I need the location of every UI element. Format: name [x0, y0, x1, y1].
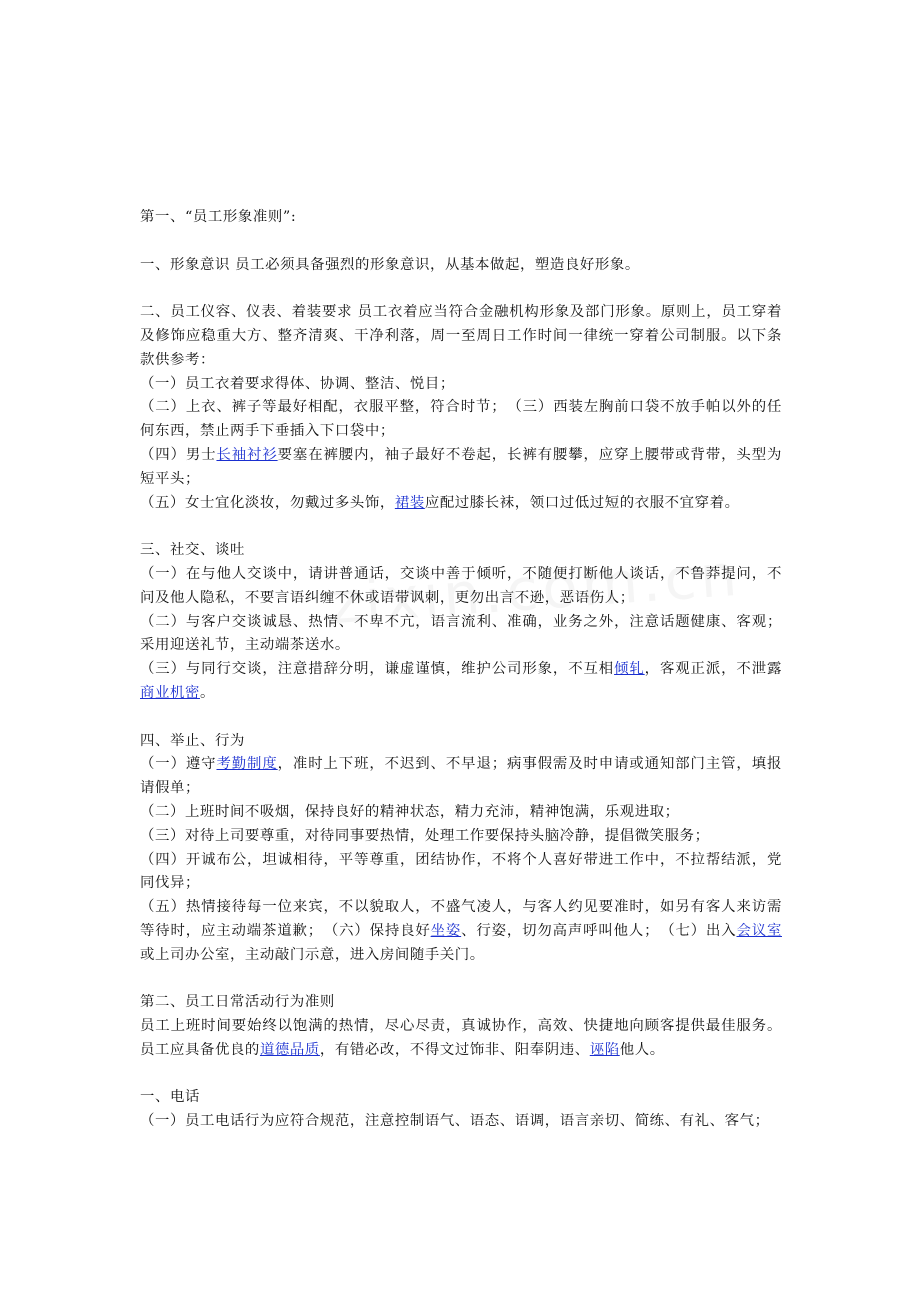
text: （一）遵守	[140, 756, 217, 773]
link-meeting-room[interactable]: 会议室	[736, 922, 782, 939]
s1-social-item-2: （二）与客户交谈诚恳、热情、不卑不亢，语言流利、准确，业务之外，注意话题健康、客观；采用迎送礼节，主动端茶送水。	[140, 613, 782, 654]
s1-conduct-item-1	[140, 753, 782, 801]
text: 。	[199, 684, 215, 701]
section-1-title: 第一、“员工形象准则”:	[140, 209, 297, 225]
s2-phone-title: 一、电话	[140, 1089, 200, 1106]
text: （四）男士	[140, 446, 217, 463]
link-skirt[interactable]: 裙装	[394, 494, 425, 511]
text: ，准时上下班，不迟到、不早退；病事假需及时申请或通知部门主管，填报请假单；	[140, 756, 782, 797]
s1-social-item-1: （一）在与他人交谈中，请讲普通话，交谈中善于倾听，不随便打断他人谈话，不鲁莽提问，不问及他人隐私，不要言语纠缠不休或语带讽刺，更勿出言不逊，恶语伤人；	[140, 565, 782, 606]
s1-conduct-item-4: （四）开诚布公，坦诚相待，平等尊重，团结协作，不将个人喜好带进工作中，不拉帮结派，党同伐异；	[140, 851, 782, 892]
s1-conduct-item-3: （三）对待上司要尊重，对待同事要热情，处理工作要保持头脑冷静，提倡微笑服务；	[140, 827, 710, 844]
s1-social-title: 三、社交、谈吐	[140, 542, 245, 559]
s1-social-item-3	[140, 658, 782, 706]
text: 、行姿，切勿高声呼叫他人； （七）出入	[461, 922, 737, 939]
section-2-title: 第二、员工日常活动行为准则	[140, 994, 335, 1011]
text: （五）女士宜化淡妆，勿戴过多头饰，	[140, 494, 395, 511]
link-frame-up[interactable]: 诬陷	[589, 1041, 620, 1058]
text: （五）热情接待每一位来宾，不以貌取人，不盛气凌人，与客人约见要准时，如另有客人来访需等待时，应主动端茶道歉； （六）保持良好	[140, 899, 782, 939]
text: 应配过膝长袜，领口过低过短的衣服不宜穿着。	[424, 494, 740, 511]
text: 或上司办公室，主动敲门示意，进入房间随手关门。	[140, 946, 485, 963]
link-qingya[interactable]: 倾轧	[614, 661, 645, 678]
text: 他人。	[619, 1041, 665, 1058]
text: ，客观正派，不泄露	[644, 661, 783, 678]
link-sitting-posture[interactable]: 坐姿	[430, 922, 462, 939]
text: 要塞在裤腰内，袖子最好不卷起，长裤有腰攀，应穿上腰带或背带，头型为短平头；	[140, 446, 782, 487]
link-moral-quality[interactable]: 道德品质	[259, 1041, 320, 1058]
text: 员工上班时间要始终以饱满的热情，尽心尽责，真诚协作，高效、快捷地向顾客提供最佳服务。员工应具备优良的	[140, 1018, 782, 1058]
s1-conduct-item-2: （二）上班时间不吸烟，保持良好的精神状态，精力充沛，精神饱满，乐观进取；	[140, 803, 680, 820]
link-attendance-system[interactable]: 考勤制度	[216, 756, 278, 773]
s1-conduct-item-5-7	[140, 896, 782, 967]
s1-dress-item-2-3: （二）上衣、裤子等最好相配，衣服平整，符合时节； （三）西装左胸前口袋不放手帕以外的任何东西，禁止两手下垂插入下口袋中；	[140, 399, 782, 440]
text: ，有错必改，不得文过饰非、阳奉阴违、	[319, 1041, 590, 1058]
s1-image-awareness: 一、形象意识 员工必须具备强烈的形象意识，从基本做起，塑造良好形象。	[140, 256, 640, 273]
s2-phone-item-1: （一）员工电话行为应符合规范，注意控制语气、语态、语调，语言亲切、简练、有礼、客气；	[140, 1113, 770, 1130]
text: （三）与同行交谈，注意措辞分明，谦虚谨慎，维护公司形象，不互相	[140, 661, 615, 678]
s1-dress-item-5	[140, 492, 782, 516]
document-body	[140, 206, 782, 1134]
s1-conduct-title: 四、举止、行为	[140, 732, 245, 749]
s1-dress-item-1: （一）员工衣着要求得体、协调、整洁、悦目；	[140, 375, 455, 392]
s2-intro	[140, 1015, 782, 1063]
s1-dress-intro: 二、员工仪容、仪表、着装要求 员工衣着应当符合金融机构形象及部门形象。原则上，员工穿着及修饰应稳重大方、整齐清爽、干净利落，周一至周日工作时间一律统一穿着公司制服。以下条款供参考：	[140, 304, 782, 368]
link-long-sleeve-shirt[interactable]: 长袖衬衫	[216, 446, 278, 463]
link-trade-secret[interactable]: 商业机密	[140, 684, 200, 701]
s1-dress-item-4	[140, 444, 782, 492]
